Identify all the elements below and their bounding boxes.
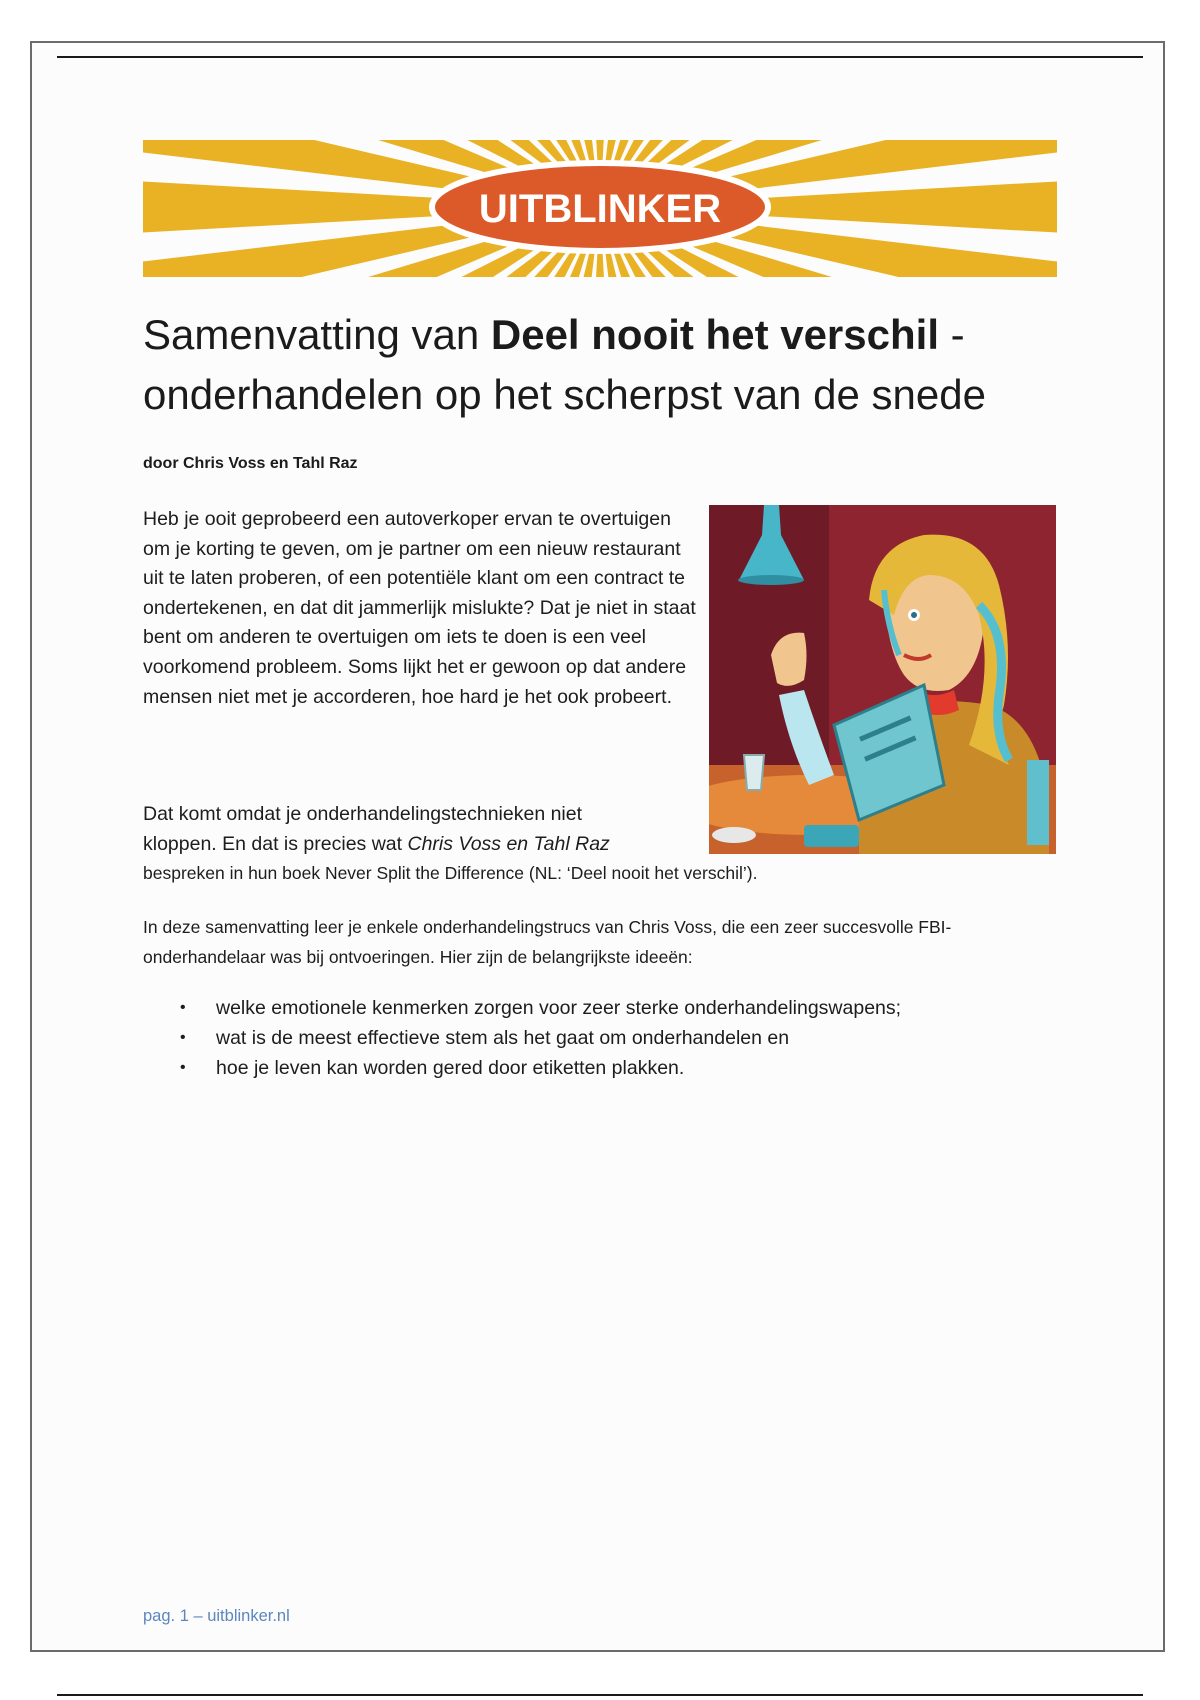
authors-italic: Chris Voss en Tahl Raz <box>407 832 610 855</box>
list-item <box>143 1053 1083 1083</box>
title-book-name: Deel nooit het verschil <box>490 311 939 358</box>
bottom-rule <box>57 1694 1143 1696</box>
intro-p2-line-3: bespreken in hun boek Never Split the Difference (NL: ‘Deel nooit het verschil’). <box>143 863 758 884</box>
list-item-text: wat is de meest effectieve stem als het gaat om onderhandelen en <box>216 1027 790 1049</box>
summary-paragraph: In deze samenvatting leer je enkele onderhandelingstrucs van Chris Voss, die een zeer succesvolle FBI-onderhandelaar was bij ontvoeringen. Hier zijn de belangrijkste ideeën: <box>143 917 952 967</box>
top-rule <box>57 56 1143 58</box>
list-item <box>143 1023 1083 1053</box>
intro-p2-line-2: kloppen. En dat is precies wat <box>143 832 408 855</box>
document-title <box>143 305 1103 425</box>
page-footer: pag. 1 – uitblinker.nl <box>143 1607 290 1625</box>
uitblinker-banner <box>143 140 1057 277</box>
author-line: door Chris Voss en Tahl Raz <box>143 455 358 472</box>
list-item <box>143 993 1083 1023</box>
intro-p2-line-1: Dat komt omdat je onderhandelingstechnieken niet <box>143 803 583 825</box>
title-prefix: Samenvatting van <box>143 311 491 358</box>
list-item-text: hoe je leven kan worden gered door etiketten plakken. <box>216 1057 685 1079</box>
title-dash: - <box>939 311 965 358</box>
list-item-text: welke emotionele kenmerken zorgen voor zeer sterke onderhandelingswapens; <box>216 997 902 1019</box>
key-ideas-list <box>143 993 1083 1083</box>
logo-text: UITBLINKER <box>478 187 722 231</box>
intro-paragraph-2 <box>143 800 1063 889</box>
bullet-icon: • <box>180 999 186 1016</box>
bullet-icon: • <box>180 1059 186 1076</box>
title-subtitle: onderhandelen op het scherpst van de snede <box>143 371 986 418</box>
intro-paragraph-1: Heb je ooit geprobeerd een autoverkoper ervan te overtuigen om je korting te geven, om je partner om een nieuw restaurant uit te laten proberen, of een potentiële klant om een contract te ondertekenen, en dat dit jammerlijk mislukte? Dat je niet in staat bent om anderen te overtuigen om iets te doen is een veel voorkomend probleem. Soms lijkt het er gewoon op dat andere mensen niet met je accorderen, hoe hard je het ook probeert. <box>143 508 696 708</box>
bullet-icon: • <box>180 1029 186 1046</box>
